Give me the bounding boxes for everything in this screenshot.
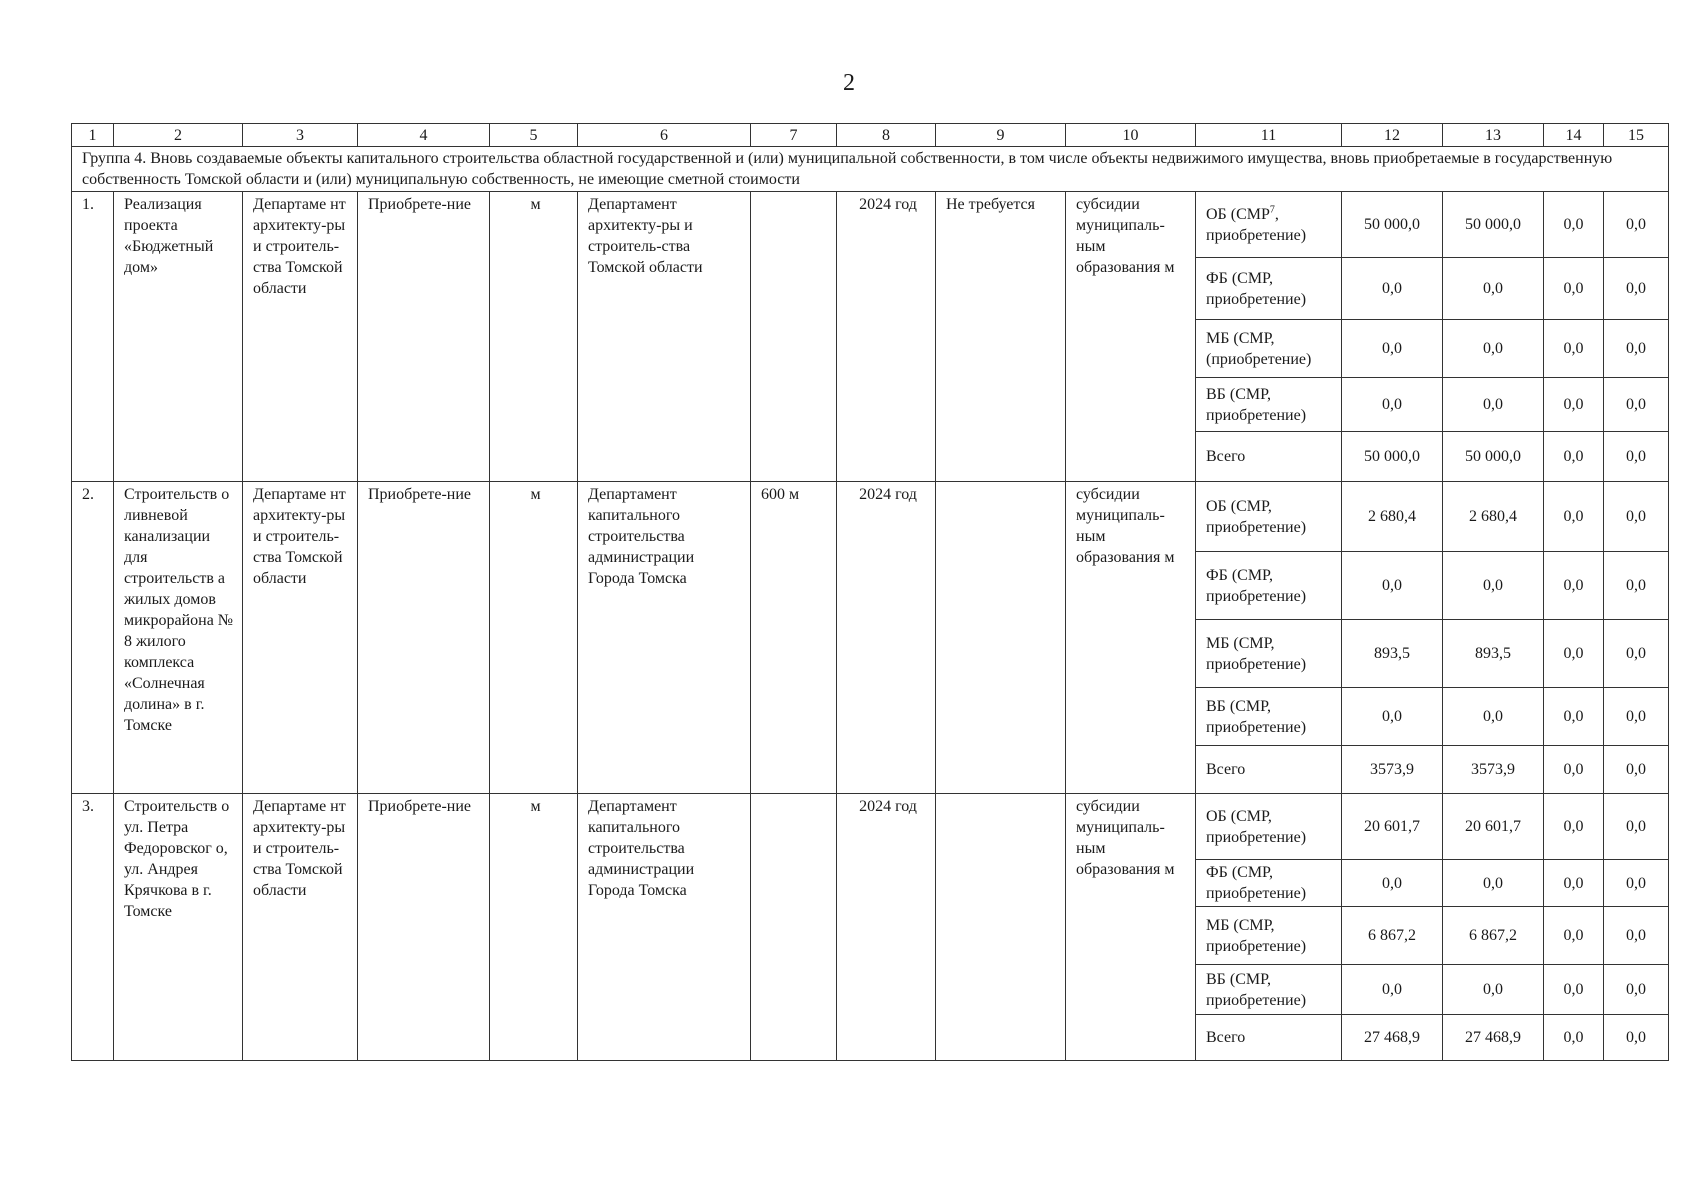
funding-source-text: ВБ (СМР, приобретение) <box>1206 970 1307 1009</box>
row-index: 3. <box>72 794 114 1061</box>
funding-source-label <box>1196 320 1342 378</box>
customer-department: Департамент капитального строительства администрации Города Томска <box>578 794 751 1061</box>
amount-cell-12: 0,0 <box>1342 552 1443 620</box>
amount-cell-15: 0,0 <box>1604 746 1669 794</box>
funding-source-label <box>1196 860 1342 907</box>
amount-cell-14: 0,0 <box>1544 482 1604 552</box>
amount-cell-14: 0,0 <box>1544 378 1604 432</box>
amount-cell-12: 3573,9 <box>1342 746 1443 794</box>
funding-source-text: ОБ (СМР, приобретение) <box>1206 807 1307 846</box>
amount-cell-15: 0,0 <box>1604 192 1669 258</box>
amount-cell-12: 0,0 <box>1342 320 1443 378</box>
amount-cell-13: 0,0 <box>1443 965 1544 1015</box>
amount-cell-13: 50 000,0 <box>1443 192 1544 258</box>
amount-cell-12: 27 468,9 <box>1342 1015 1443 1061</box>
object-capacity: 600 м <box>751 482 837 794</box>
responsible-department: Департаме нт архитекту-ры и строитель-ства Томской области <box>243 794 358 1061</box>
amount-cell-15: 0,0 <box>1604 907 1669 965</box>
table-row <box>72 794 1669 860</box>
amount-cell-13: 893,5 <box>1443 620 1544 688</box>
amount-cell-14: 0,0 <box>1544 688 1604 746</box>
funding-source-label <box>1196 620 1342 688</box>
funding-source-label <box>1196 746 1342 794</box>
amount-cell-15: 0,0 <box>1604 378 1669 432</box>
row-index: 2. <box>72 482 114 794</box>
amount-cell-15: 0,0 <box>1604 320 1669 378</box>
table-row <box>72 192 1669 258</box>
responsible-department: Департаме нт архитекту-ры и строитель-ства Томской области <box>243 192 358 482</box>
column-number-cell: 7 <box>751 124 837 147</box>
amount-cell-12: 50 000,0 <box>1342 432 1443 482</box>
amount-cell-13: 0,0 <box>1443 320 1544 378</box>
funding-source-text: ФБ (СМР, приобретение) <box>1206 269 1307 308</box>
row-index: 1. <box>72 192 114 482</box>
funding-form: субсидии муниципаль-ным образования м <box>1066 192 1196 482</box>
funding-source-label <box>1196 1015 1342 1061</box>
amount-cell-12: 893,5 <box>1342 620 1443 688</box>
column-number-cell: 9 <box>936 124 1066 147</box>
funding-source-label <box>1196 965 1342 1015</box>
funding-source-text: Всего <box>1206 1029 1246 1046</box>
amount-cell-14: 0,0 <box>1544 320 1604 378</box>
funding-source-text: ОБ (СМР <box>1206 205 1270 223</box>
implementation-year: 2024 год <box>837 794 936 1061</box>
implementation-year: 2024 год <box>837 192 936 482</box>
table-row <box>72 482 1669 552</box>
amount-cell-14: 0,0 <box>1544 620 1604 688</box>
column-number-cell: 12 <box>1342 124 1443 147</box>
amount-cell-14: 0,0 <box>1544 1015 1604 1061</box>
design-documentation <box>936 794 1066 1061</box>
amount-cell-12: 0,0 <box>1342 258 1443 320</box>
amount-cell-12: 0,0 <box>1342 860 1443 907</box>
column-number-cell: 5 <box>490 124 578 147</box>
amount-cell-13: 0,0 <box>1443 378 1544 432</box>
amount-cell-15: 0,0 <box>1604 620 1669 688</box>
funding-source-text: ВБ (СМР, приобретение) <box>1206 385 1307 424</box>
amount-cell-15: 0,0 <box>1604 1015 1669 1061</box>
funding-source-text: ВБ (СМР, приобретение) <box>1206 697 1307 736</box>
amount-cell-12: 0,0 <box>1342 688 1443 746</box>
amount-cell-14: 0,0 <box>1544 794 1604 860</box>
activity-type: Приобрете-ние <box>358 482 490 794</box>
amount-cell-12: 20 601,7 <box>1342 794 1443 860</box>
column-number-cell: 10 <box>1066 124 1196 147</box>
group-title: Группа 4. Вновь создаваемые объекты капитального строительства областной государственной и (или) муниципальной собственности, в том числе объекты недвижимого имущества, вновь приобретаемые в государственную собственность Томской области и (или) муниципальную собственность, не имеющие сметной стоимости <box>72 147 1669 192</box>
amount-cell-12: 2 680,4 <box>1342 482 1443 552</box>
amount-cell-13: 27 468,9 <box>1443 1015 1544 1061</box>
measure-unit: м <box>490 482 578 794</box>
funding-source-text-tail: , приобретение) <box>1206 205 1307 244</box>
funding-source-text: МБ (СМР, (приобретение) <box>1206 329 1312 368</box>
amount-cell-13: 50 000,0 <box>1443 432 1544 482</box>
amount-cell-14: 0,0 <box>1544 907 1604 965</box>
amount-cell-13: 3573,9 <box>1443 746 1544 794</box>
group-row <box>72 147 1669 192</box>
funding-source-label <box>1196 378 1342 432</box>
activity-type: Приобрете-ние <box>358 794 490 1061</box>
object-name: Реализация проекта «Бюджетный дом» <box>114 192 243 482</box>
amount-cell-15: 0,0 <box>1604 965 1669 1015</box>
column-number-cell: 13 <box>1443 124 1544 147</box>
column-number-row <box>72 124 1669 147</box>
measure-unit: м <box>490 192 578 482</box>
measure-unit: м <box>490 794 578 1061</box>
column-number-cell: 14 <box>1544 124 1604 147</box>
amount-cell-15: 0,0 <box>1604 552 1669 620</box>
funding-form: субсидии муниципаль-ным образования м <box>1066 482 1196 794</box>
funding-form: субсидии муниципаль-ным образования м <box>1066 794 1196 1061</box>
amount-cell-14: 0,0 <box>1544 860 1604 907</box>
amount-cell-13: 2 680,4 <box>1443 482 1544 552</box>
amount-cell-12: 6 867,2 <box>1342 907 1443 965</box>
amount-cell-14: 0,0 <box>1544 192 1604 258</box>
funding-source-label <box>1196 552 1342 620</box>
amount-cell-14: 0,0 <box>1544 965 1604 1015</box>
funding-source-label <box>1196 432 1342 482</box>
design-documentation: Не требуется <box>936 192 1066 482</box>
column-number-cell: 2 <box>114 124 243 147</box>
funding-source-text: ФБ (СМР, приобретение) <box>1206 864 1307 902</box>
footnote-marker: 7 <box>1269 204 1275 216</box>
funding-source-label <box>1196 907 1342 965</box>
funding-source-label <box>1196 688 1342 746</box>
funding-source-label <box>1196 192 1342 258</box>
funding-source-text: Всего <box>1206 448 1246 465</box>
investment-objects-table <box>71 123 1669 1061</box>
amount-cell-15: 0,0 <box>1604 688 1669 746</box>
amount-cell-15: 0,0 <box>1604 258 1669 320</box>
object-capacity <box>751 192 837 482</box>
amount-cell-15: 0,0 <box>1604 482 1669 552</box>
funding-source-text: МБ (СМР, приобретение) <box>1206 916 1307 955</box>
responsible-department: Департаме нт архитекту-ры и строитель-ства Томской области <box>243 482 358 794</box>
column-number-cell: 3 <box>243 124 358 147</box>
column-number-cell: 6 <box>578 124 751 147</box>
amount-cell-14: 0,0 <box>1544 258 1604 320</box>
column-number-cell: 15 <box>1604 124 1669 147</box>
amount-cell-13: 0,0 <box>1443 552 1544 620</box>
amount-cell-13: 0,0 <box>1443 688 1544 746</box>
column-number-cell: 8 <box>837 124 936 147</box>
design-documentation <box>936 482 1066 794</box>
funding-source-text: ФБ (СМР, приобретение) <box>1206 566 1307 605</box>
amount-cell-12: 0,0 <box>1342 378 1443 432</box>
amount-cell-13: 20 601,7 <box>1443 794 1544 860</box>
implementation-year: 2024 год <box>837 482 936 794</box>
amount-cell-14: 0,0 <box>1544 432 1604 482</box>
page-number: 2 <box>843 70 855 96</box>
amount-cell-13: 0,0 <box>1443 860 1544 907</box>
object-capacity <box>751 794 837 1061</box>
activity-type: Приобрете-ние <box>358 192 490 482</box>
amount-cell-14: 0,0 <box>1544 746 1604 794</box>
amount-cell-15: 0,0 <box>1604 794 1669 860</box>
amount-cell-15: 0,0 <box>1604 860 1669 907</box>
funding-source-label <box>1196 794 1342 860</box>
funding-source-label <box>1196 482 1342 552</box>
table-body <box>72 124 1669 1061</box>
funding-source-text: Всего <box>1206 761 1246 778</box>
funding-source-text: ОБ (СМР, приобретение) <box>1206 497 1307 536</box>
amount-cell-15: 0,0 <box>1604 432 1669 482</box>
column-number-cell: 11 <box>1196 124 1342 147</box>
customer-department: Департамент архитекту-ры и строитель-ства Томской области <box>578 192 751 482</box>
amount-cell-13: 6 867,2 <box>1443 907 1544 965</box>
amount-cell-12: 50 000,0 <box>1342 192 1443 258</box>
column-number-cell: 4 <box>358 124 490 147</box>
object-name: Строительств о ул. Петра Федоровског о, ул. Андрея Крячкова в г. Томске <box>114 794 243 1061</box>
funding-source-text: МБ (СМР, приобретение) <box>1206 634 1307 673</box>
column-number-cell: 1 <box>72 124 114 147</box>
funding-source-label <box>1196 258 1342 320</box>
customer-department: Департамент капитального строительства администрации Города Томска <box>578 482 751 794</box>
amount-cell-13: 0,0 <box>1443 258 1544 320</box>
object-name: Строительств о ливневой канализации для строительств а жилых домов микрорайона № 8 жилого комплекса «Солнечная долина» в г. Томске <box>114 482 243 794</box>
amount-cell-12: 0,0 <box>1342 965 1443 1015</box>
amount-cell-14: 0,0 <box>1544 552 1604 620</box>
